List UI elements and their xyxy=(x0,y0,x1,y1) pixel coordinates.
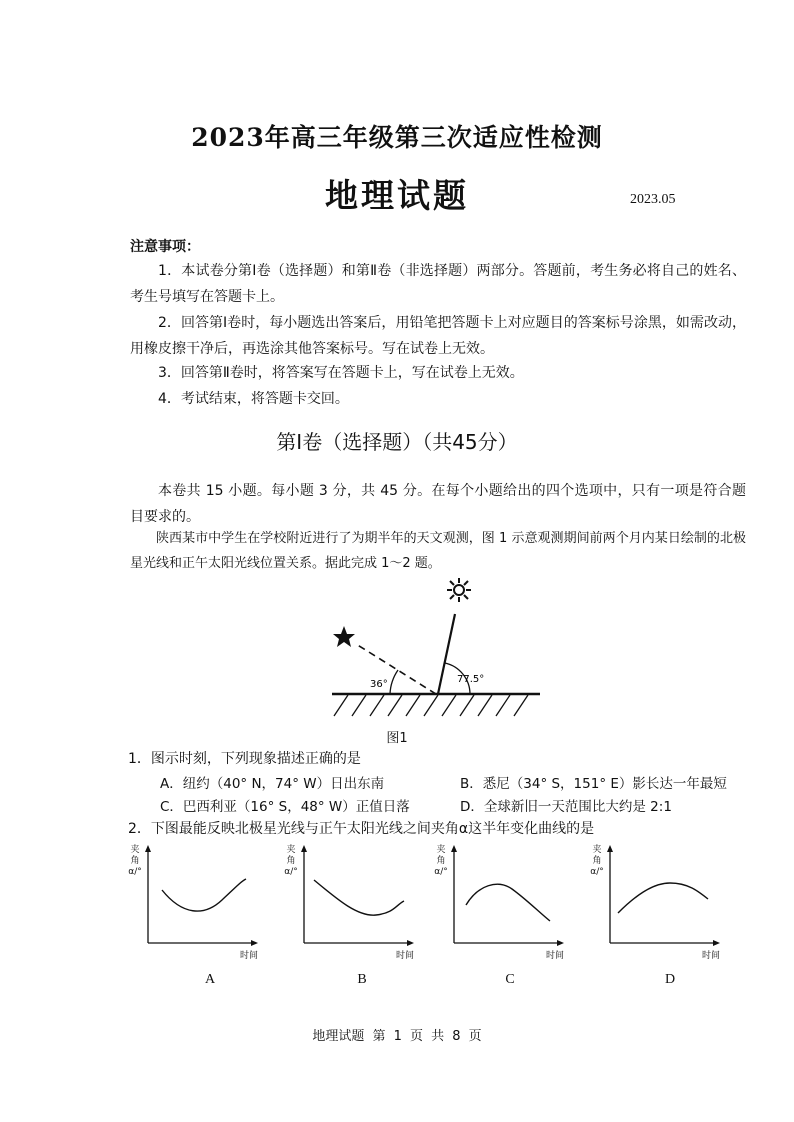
question-1-stem: 1．图示时刻，下列现象描述正确的是 xyxy=(128,751,361,767)
chart-d-label: D xyxy=(664,972,676,987)
chart-a-curve xyxy=(162,879,246,911)
question-1-option-b: B．悉尼（34° S，151° E）影长达一年最短 xyxy=(460,776,727,792)
chart-d xyxy=(590,845,720,960)
chart-a-plot xyxy=(142,845,258,950)
star-ray-line xyxy=(356,644,436,694)
chart-b-curve xyxy=(314,880,404,915)
chart-c-curve xyxy=(466,884,550,921)
figure-1-caption: 图1 xyxy=(386,731,408,746)
chart-d-ylabel: 夹角α/° xyxy=(590,845,604,877)
chart-c-xlabel: 时间 xyxy=(546,951,565,961)
note-item-4: 4．考试结束，将答题卡交回。 xyxy=(158,391,349,407)
figure-1-diagram xyxy=(320,574,560,724)
sun-icon xyxy=(447,578,471,602)
chart-d-curve xyxy=(618,883,708,913)
chart-d-xlabel: 时间 xyxy=(702,951,721,961)
page-footer: 地理试题 第 1 页 共 8 页 xyxy=(312,1029,482,1044)
chart-a-xlabel: 时间 xyxy=(240,951,259,961)
note-item-1: 1．本试卷分第Ⅰ卷（选择题）和第Ⅱ卷（非选择题）两部分。答题前，考生务必将自己的姓名、考生号填写在答题卡上。 xyxy=(130,263,746,305)
ground-hatching xyxy=(334,695,528,716)
chart-c-ylabel: 夹角α/° xyxy=(434,845,448,877)
chart-b-label: B xyxy=(357,972,367,987)
chart-c xyxy=(434,845,564,960)
angle-label-star: 36° xyxy=(370,679,388,690)
chart-b xyxy=(284,845,414,960)
notes-heading: 注意事项： xyxy=(130,239,200,255)
question-1-option-d: D．全球新旧一天范围比大约是 2:1 xyxy=(460,799,672,815)
exam-subject: 地理试题 xyxy=(325,176,469,215)
chart-a-ylabel: 夹角α/° xyxy=(128,845,142,877)
section-title: 第Ⅰ卷（选择题）（共45分） xyxy=(276,430,518,454)
star-icon xyxy=(333,626,355,647)
chart-c-plot xyxy=(448,845,564,950)
question-material: 陕西某市中学生在学校附近进行了为期半年的天文观测，图 1 示意观测期间前两个月内某日绘制的北极星光线和正午太阳光线位置关系。据此完成 1～2 题。 xyxy=(130,531,746,571)
sun-ray-line xyxy=(438,614,455,694)
question-1-option-c: C．巴西利亚（16° S，48° W）正值日落 xyxy=(160,799,410,815)
chart-c-label: C xyxy=(505,972,515,987)
chart-d-plot xyxy=(604,845,720,950)
section-intro: 本卷共 15 小题。每小题 3 分，共 45 分。在每个小题给出的四个选项中，只有一项是符合题目要求的。 xyxy=(130,483,746,525)
angle-arc-star xyxy=(390,670,398,694)
chart-a xyxy=(128,845,258,960)
chart-b-xlabel: 时间 xyxy=(396,951,415,961)
exam-title: 2023年高三年级第三次适应性检测 xyxy=(191,123,603,152)
angle-label-sun: 77.5° xyxy=(457,674,485,685)
exam-date: 2023.05 xyxy=(630,192,676,207)
chart-b-ylabel: 夹角α/° xyxy=(284,845,298,877)
question-2-stem: 2．下图最能反映北极星光线与正午太阳光线之间夹角α这半年变化曲线的是 xyxy=(128,821,595,837)
chart-a-label: A xyxy=(204,972,216,987)
note-item-2: 2．回答第Ⅰ卷时，每小题选出答案后，用铅笔把答题卡上对应题目的答案标号涂黑，如需改动，用橡皮擦干净后，再选涂其他答案标号。写在试卷上无效。 xyxy=(130,315,746,357)
chart-b-plot xyxy=(298,845,414,950)
question-1-option-a: A．纽约（40° N，74° W）日出东南 xyxy=(160,776,385,792)
note-item-3: 3．回答第Ⅱ卷时，将答案写在答题卡上，写在试卷上无效。 xyxy=(158,365,524,381)
